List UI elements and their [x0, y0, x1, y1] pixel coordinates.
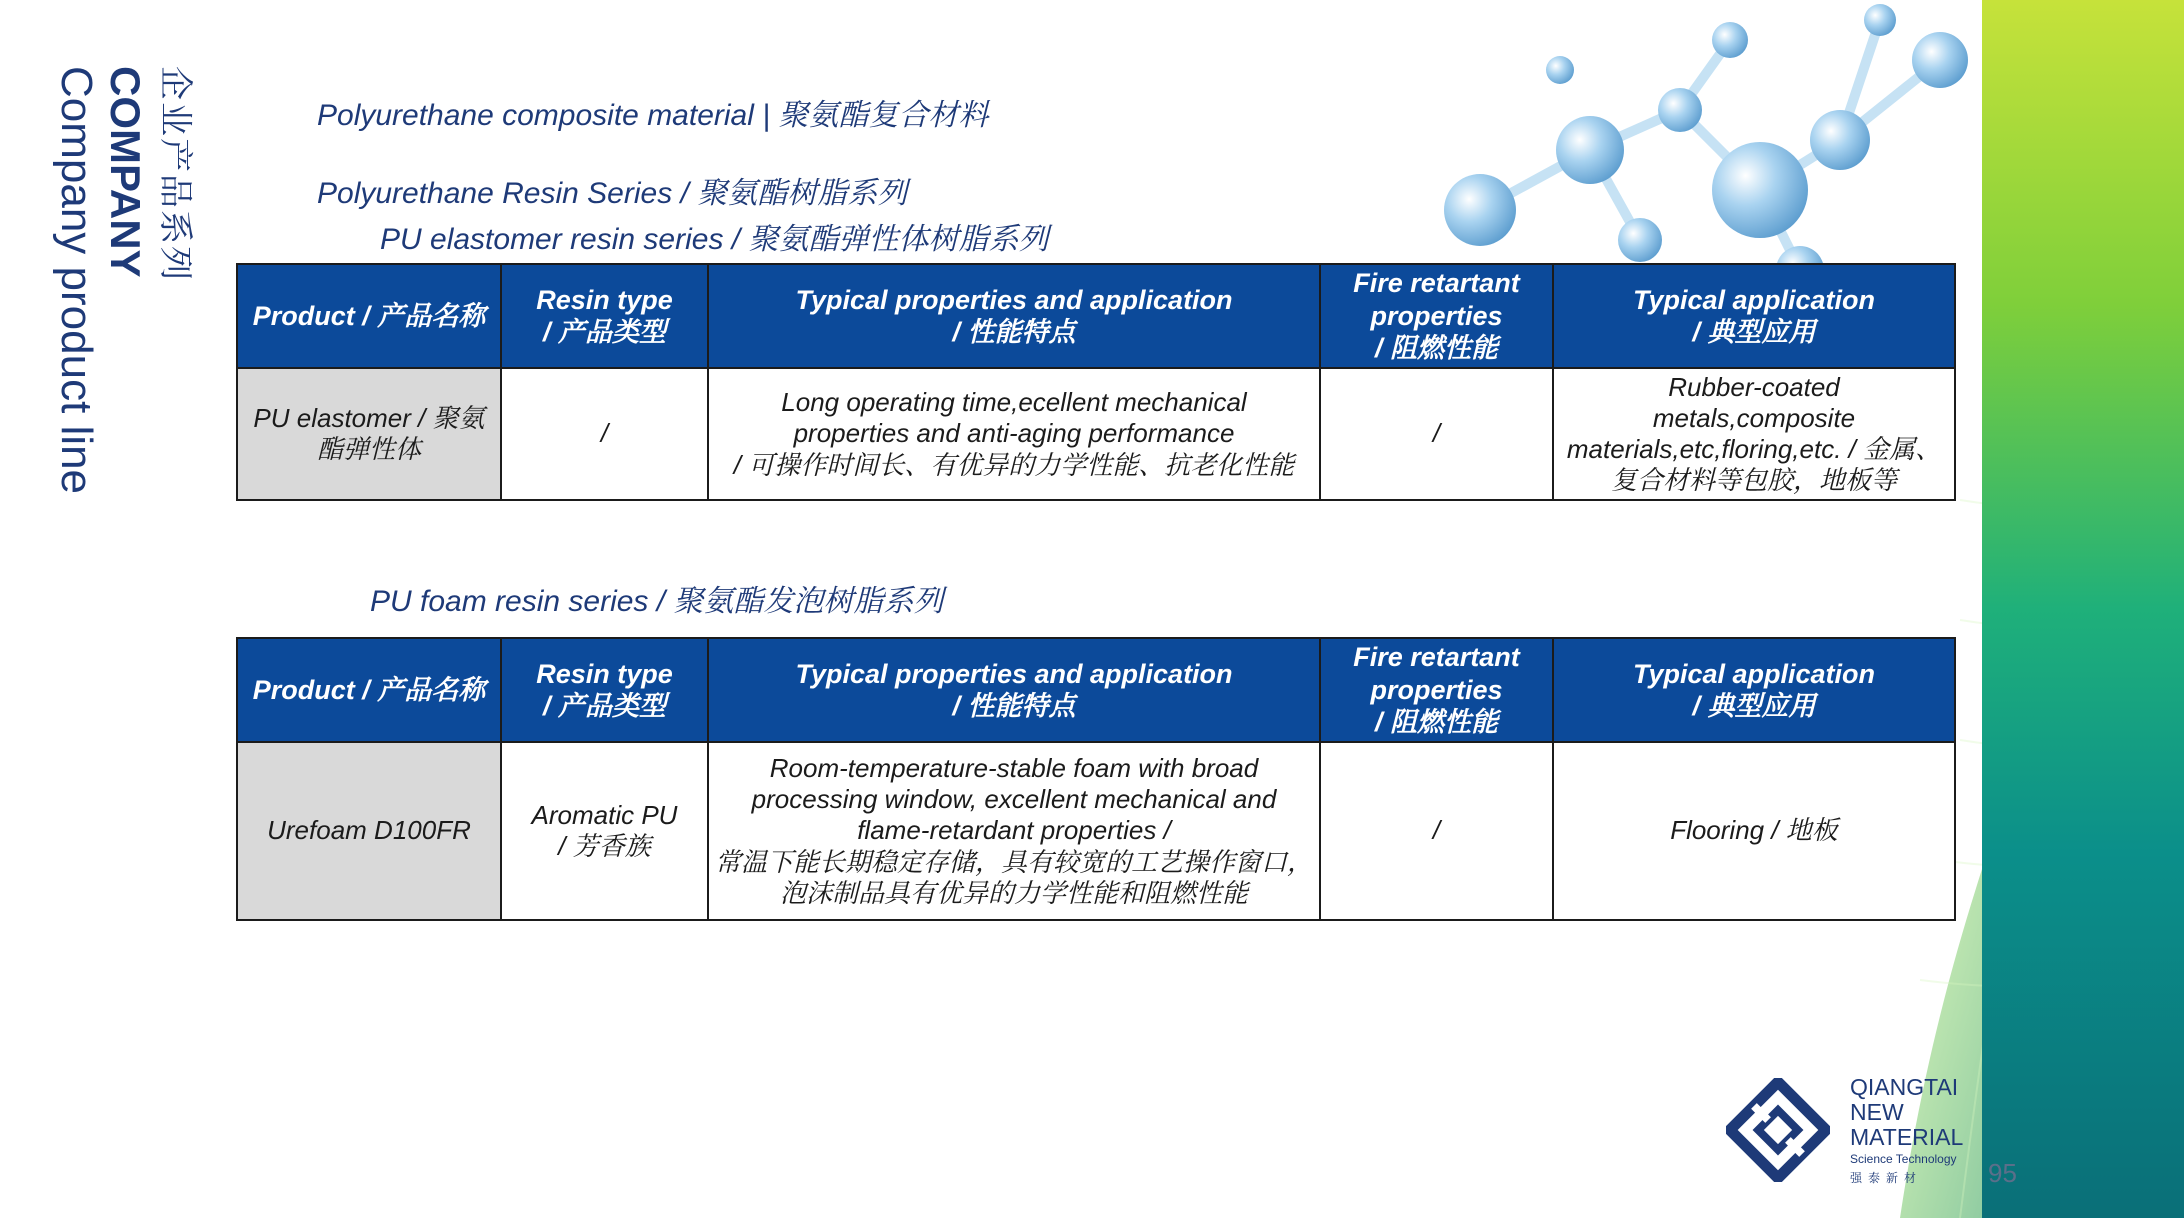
company-logo-icon	[1726, 1078, 1830, 1182]
cell-product: PU elastomer / 聚氨 酯弹性体	[237, 368, 501, 500]
page-title: Polyurethane composite material | 聚氨酯复合材料	[317, 99, 989, 132]
header-application: Typical application / 典型应用	[1553, 638, 1955, 742]
cell-application: Rubber-coated metals,composite materials,etc,floring,etc. / 金属、 复合材料等包胶，地板等	[1553, 368, 1955, 500]
cell-fire-retardant: /	[1320, 742, 1553, 920]
elastomer-series-heading: PU elastomer resin series / 聚氨酯弹性体树脂系列	[380, 223, 1049, 256]
header-fire-retardant: Fire retartant properties / 阻燃性能	[1320, 638, 1553, 742]
cell-resin-type: Aromatic PU / 芳香族	[501, 742, 708, 920]
cell-properties: Long operating time,ecellent mechanical properties and anti-aging performance / 可操作时间长、有优异的力学性能、抗老化性能	[708, 368, 1320, 500]
header-application: Typical application / 典型应用	[1553, 264, 1955, 368]
cell-fire-retardant: /	[1320, 368, 1553, 500]
molecule-decoration	[1380, 0, 1984, 300]
brand-line-1: QIANGTAI	[1850, 1074, 1959, 1100]
foam-table	[236, 637, 1956, 921]
page-number: 95	[1988, 1158, 2017, 1188]
table-row	[237, 742, 1955, 920]
side-title-subtitle: Company product line	[52, 66, 101, 495]
cell-product: Urefoam D100FR	[237, 742, 501, 920]
foam-series-heading: PU foam resin series / 聚氨酯发泡树脂系列	[370, 585, 944, 618]
header-product: Product / 产品名称	[237, 264, 501, 368]
elastomer-table	[236, 263, 1956, 501]
cell-resin-type: /	[501, 368, 708, 500]
table-header-row	[237, 264, 1955, 368]
resin-series-heading: Polyurethane Resin Series / 聚氨酯树脂系列	[317, 177, 908, 210]
header-product: Product / 产品名称	[237, 638, 501, 742]
header-resin-type: Resin type / 产品类型	[501, 638, 708, 742]
header-resin-type: Resin type / 产品类型	[501, 264, 708, 368]
cell-properties: Room-temperature-stable foam with broad processing window, excellent mechanical and flame-retardant properties / 常温下能长期稳定存储，具有较宽的工艺操作窗口， 泡沫制品具有优异的力学性能和阻燃性能	[708, 742, 1320, 920]
side-title-company: COMPANY	[102, 66, 149, 278]
brand-line-2: NEW	[1850, 1099, 1904, 1125]
side-title	[52, 66, 192, 546]
brand-tagline: Science Technology	[1850, 1152, 1957, 1166]
header-properties: Typical properties and application / 性能特点	[708, 264, 1320, 368]
brand-cn: 强泰新材	[1850, 1171, 1923, 1185]
gradient-side-band	[1982, 0, 2184, 1218]
table-row	[237, 368, 1955, 500]
brand-line-3: MATERIAL	[1850, 1124, 1964, 1150]
header-properties: Typical properties and application / 性能特点	[708, 638, 1320, 742]
table-header-row	[237, 638, 1955, 742]
brand-name	[1850, 1075, 1963, 1186]
header-fire-retardant: Fire retartant properties / 阻燃性能	[1320, 264, 1553, 368]
cell-application: Flooring / 地板	[1553, 742, 1955, 920]
side-title-cn: 企业产品系列	[156, 66, 194, 282]
